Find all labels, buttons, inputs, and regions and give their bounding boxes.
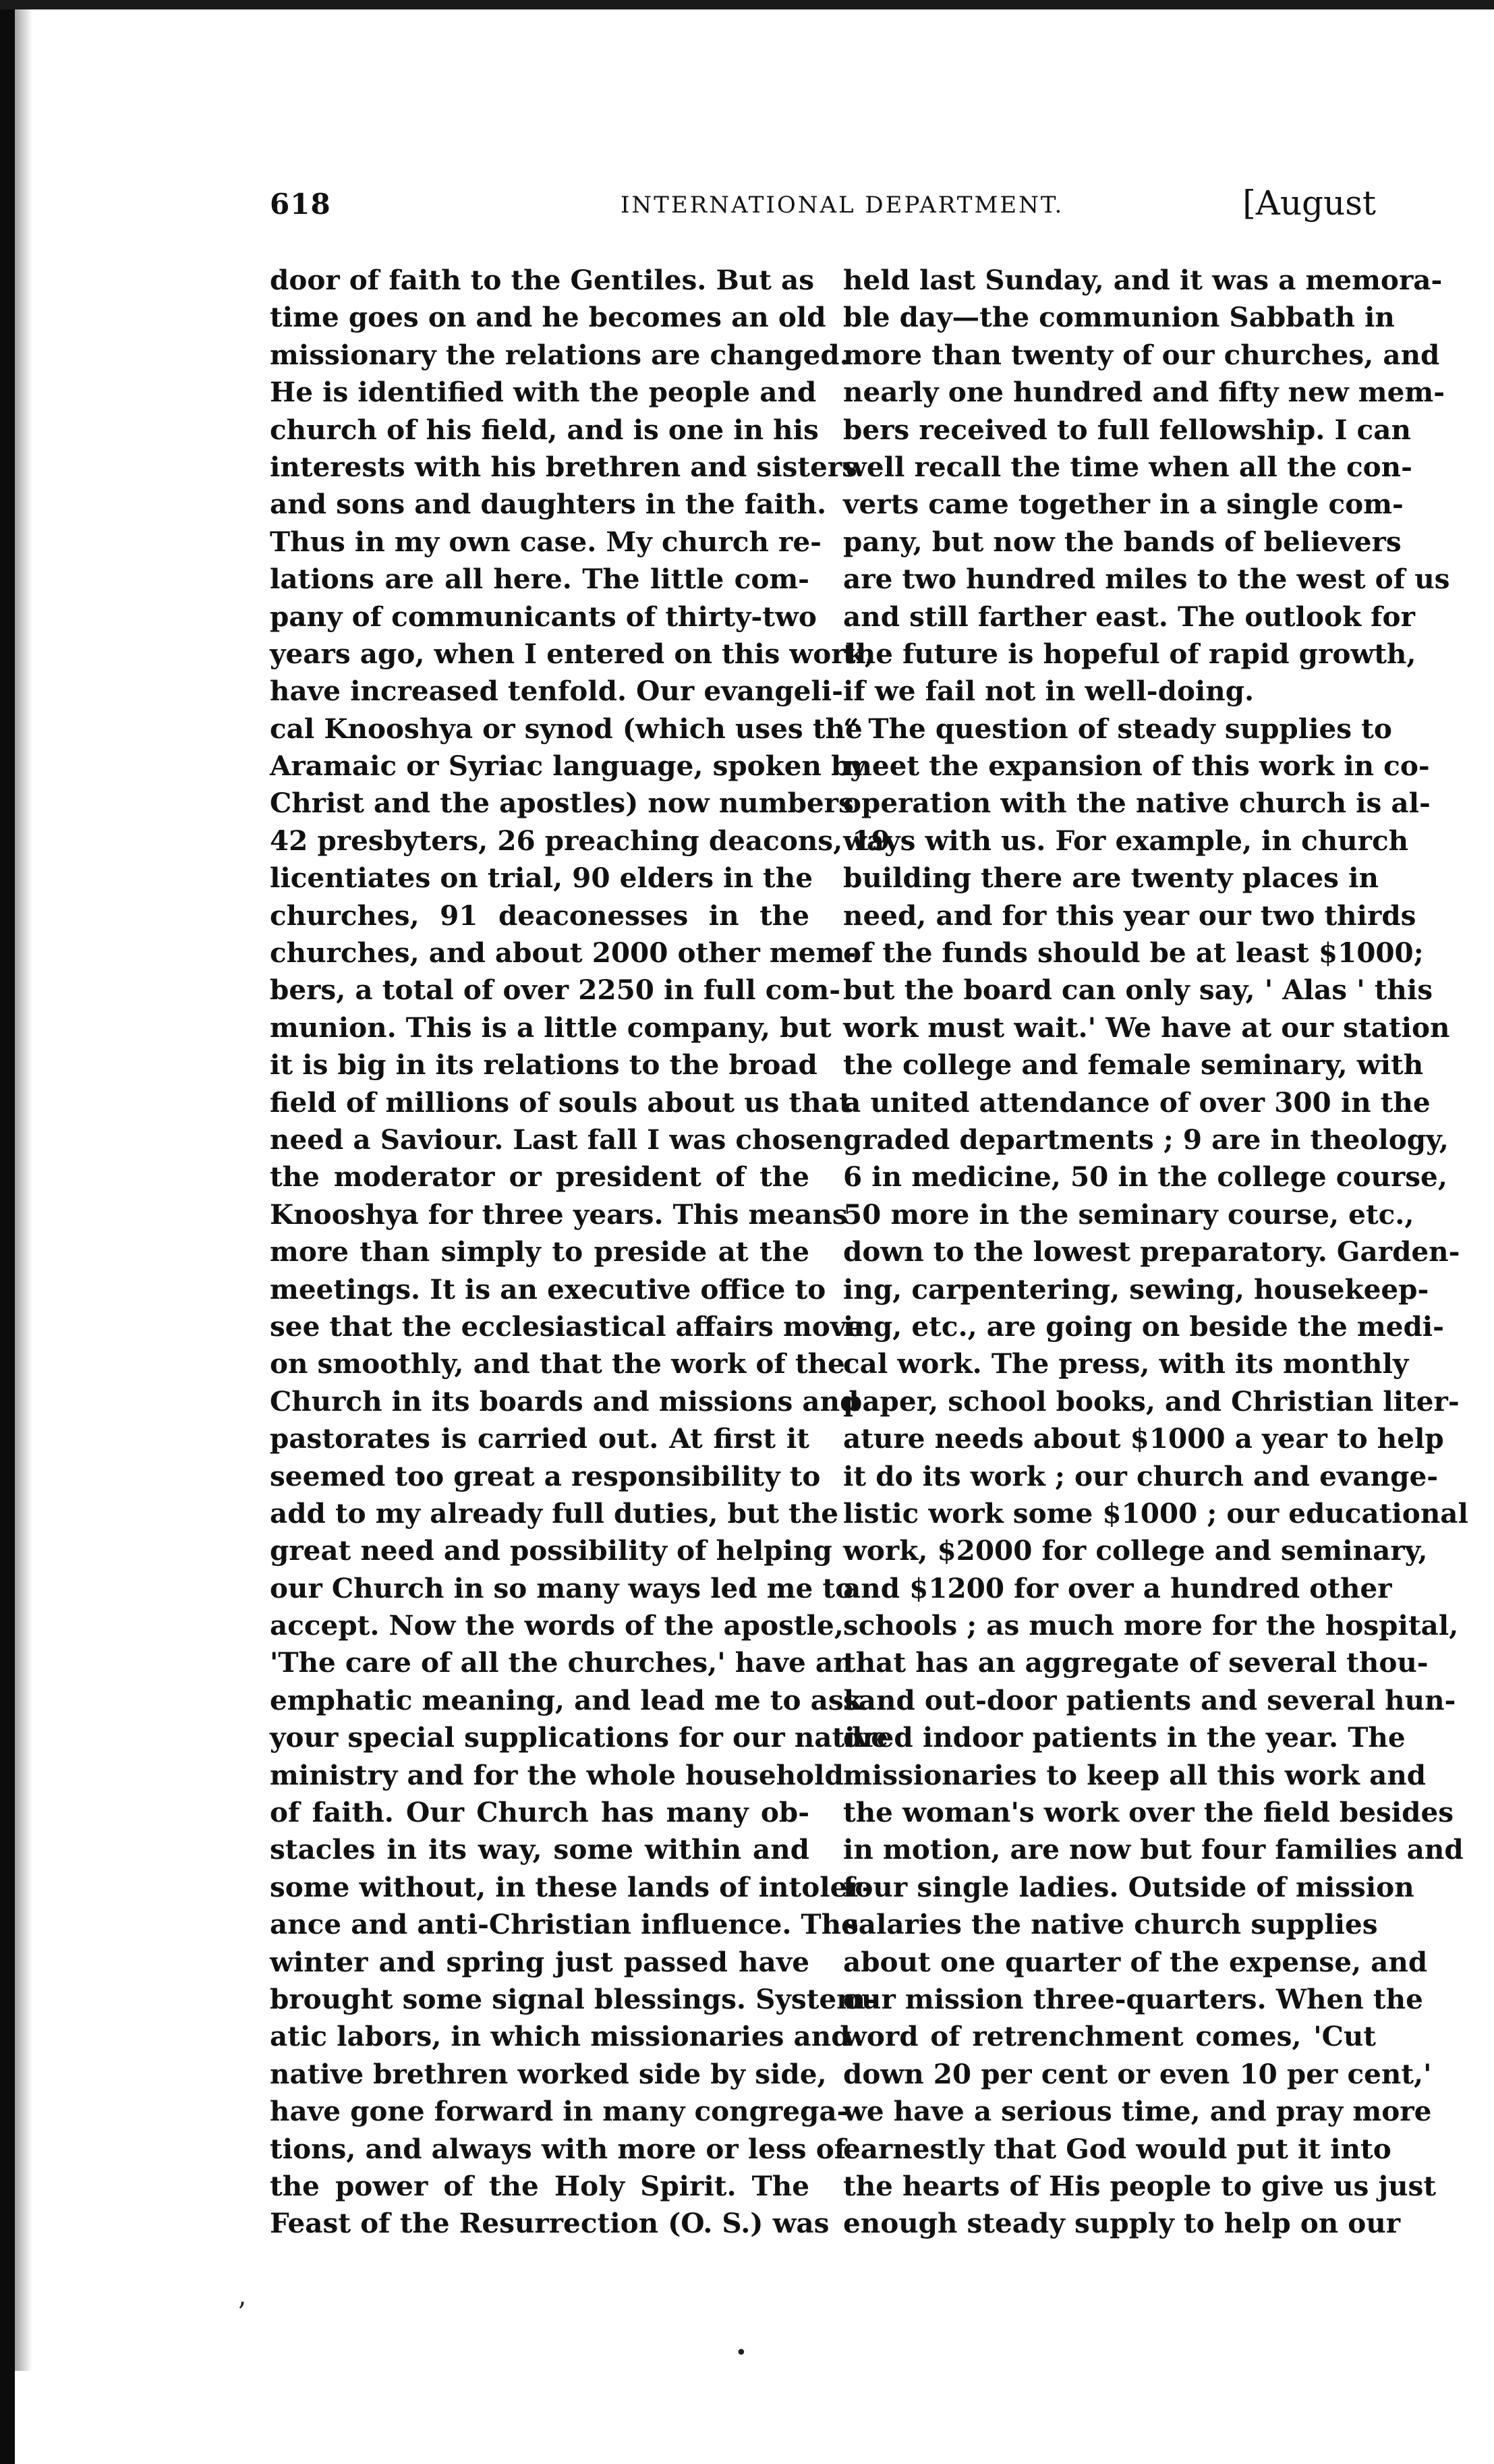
- text-line: schools ; as much more for the hospital,: [843, 1609, 1459, 1642]
- text-line: and $1200 for over a hundred other: [843, 1571, 1392, 1604]
- text-line: the woman's work over the field besides: [843, 1796, 1454, 1829]
- text-line: add to my already full duties, but the: [270, 1496, 839, 1530]
- text-line: need a Saviour. Last fall I was chosen: [270, 1123, 843, 1156]
- text-line: dred indoor patients in the year. The: [843, 1721, 1406, 1754]
- text-line: work must wait.' We have at our station: [843, 1011, 1450, 1044]
- text-line: paper, school books, and Christian liter-: [843, 1384, 1460, 1418]
- text-line: and sons and daughters in the faith.: [270, 488, 827, 521]
- text-line: have gone forward in many congrega-: [270, 2095, 849, 2128]
- text-line: pany, but now the bands of believers: [843, 525, 1402, 558]
- text-line: down 20 per cent or even 10 per cent,': [843, 2057, 1432, 2090]
- text-line: churches, 91 deaconesses in the: [270, 899, 809, 932]
- text-line: have increased tenfold. Our evangeli-: [270, 675, 843, 708]
- text-line: the power of the Holy Spirit. The: [270, 2169, 809, 2202]
- text-line: accept. Now the words of the apostle,: [270, 1609, 844, 1642]
- text-line: emphatic meaning, and lead me to ask: [270, 1683, 863, 1716]
- text-line: a united attendance of over 300 in the: [843, 1086, 1431, 1119]
- text-line: churches, and about 2000 other mem-: [270, 936, 857, 970]
- left-text-column: [270, 262, 890, 2243]
- text-line: 6 in medicine, 50 in the college course,: [843, 1160, 1447, 1194]
- text-line: ways with us. For example, in church: [843, 824, 1409, 857]
- text-line: but the board can only say, ' Alas ' this: [843, 974, 1433, 1007]
- text-line: four single ladies. Outside of mission: [843, 1870, 1414, 1903]
- text-line: munion. This is a little company, but: [270, 1011, 832, 1044]
- text-line: Thus in my own case. My church re-: [270, 525, 822, 558]
- text-line: earnestly that God would put it into: [843, 2132, 1391, 2165]
- text-line: need, and for this year our two thirds: [843, 899, 1416, 932]
- right-text-column: [843, 262, 1468, 2243]
- text-line: Aramaic or Syriac language, spoken by: [270, 750, 866, 783]
- text-line: nearly one hundred and fifty new mem-: [843, 376, 1445, 409]
- text-line: well recall the time when all the con-: [843, 450, 1412, 483]
- header-month: [August: [1242, 184, 1376, 223]
- text-line: word of retrenchment comes, 'Cut: [843, 2020, 1376, 2053]
- text-line: verts came together in a single com-: [843, 488, 1404, 521]
- text-line: that has an aggregate of several thou-: [843, 1646, 1429, 1679]
- text-line: listic work some $1000 ; our educational: [843, 1496, 1468, 1530]
- text-line: door of faith to the Gentiles. But as: [270, 264, 815, 296]
- text-line: graded departments ; 9 are in theology,: [843, 1123, 1449, 1156]
- text-line: Feast of the Resurrection (O. S.) was: [270, 2207, 830, 2240]
- text-line: ance and anti-Christian influence. The: [270, 1908, 859, 1941]
- text-line: field of millions of souls about us that: [270, 1086, 852, 1119]
- speck-mark: ’: [237, 2297, 246, 2328]
- text-line: pany of communicants of thirty-two: [270, 600, 817, 633]
- text-line: ministry and for the whole household: [270, 1758, 844, 1791]
- text-line: we have a serious time, and pray more: [843, 2095, 1432, 2128]
- text-line: our mission three-quarters. When the: [843, 1982, 1423, 2015]
- text-line: sand out-door patients and several hun-: [843, 1683, 1456, 1716]
- text-line: on smoothly, and that the work of the: [270, 1347, 845, 1380]
- text-line: about one quarter of the expense, and: [843, 1945, 1428, 1978]
- text-line: ing, etc., are going on beside the medi-: [843, 1310, 1444, 1343]
- text-line: brought some signal blessings. System-: [270, 1982, 877, 2015]
- text-line: licentiates on trial, 90 elders in the: [270, 862, 813, 895]
- text-line: it is big in its relations to the broad: [270, 1048, 817, 1082]
- text-line: and still farther east. The outlook for: [843, 600, 1415, 633]
- text-line: missionaries to keep all this work and: [843, 1758, 1427, 1791]
- text-line: meetings. It is an executive office to: [270, 1272, 826, 1306]
- text-line: 50 more in the seminary course, etc.,: [843, 1198, 1414, 1231]
- text-line: the future is hopeful of rapid growth,: [843, 637, 1416, 670]
- text-line: missionary the relations are changed.: [270, 338, 849, 371]
- text-line: Church in its boards and missions and: [270, 1384, 859, 1418]
- text-line: cal Knooshya or synod (which uses the: [270, 712, 863, 745]
- text-line: operation with the native church is al-: [843, 787, 1431, 820]
- text-line: interests with his brethren and sisters: [270, 450, 857, 483]
- text-line: winter and spring just passed have: [270, 1945, 809, 1978]
- text-line: ble day—the communion Sabbath in: [843, 301, 1395, 334]
- text-line: work, $2000 for college and seminary,: [843, 1534, 1428, 1567]
- text-line: seemed too great a responsibility to: [270, 1459, 821, 1492]
- page-header: [270, 184, 1376, 228]
- text-line: held last Sunday, and it was a memora-: [843, 264, 1443, 296]
- text-line: see that the ecclesiastical affairs move: [270, 1310, 864, 1343]
- text-line: stacles in its way, some within and: [270, 1833, 809, 1866]
- page-number: 618: [270, 188, 331, 221]
- text-line: bers received to full fellowship. I can: [843, 413, 1411, 446]
- text-line: Knooshya for three years. This means: [270, 1198, 848, 1231]
- text-line: lations are all here. The little com-: [270, 563, 809, 596]
- text-line: atic labors, in which missionaries and: [270, 2020, 851, 2053]
- text-line: building there are twenty places in: [843, 862, 1379, 895]
- text-line: of the funds should be at least $1000;: [843, 936, 1424, 970]
- text-line: the hearts of His people to give us just: [843, 2169, 1437, 2202]
- text-line: time goes on and he becomes an old: [270, 301, 826, 334]
- text-line: salaries the native church supplies: [843, 1908, 1378, 1941]
- text-line: ing, carpentering, sewing, housekeep-: [843, 1272, 1429, 1306]
- text-line: the college and female seminary, with: [843, 1048, 1424, 1082]
- text-line: our Church in so many ways led me to: [270, 1571, 854, 1604]
- text-line: more than simply to preside at the: [270, 1235, 809, 1268]
- text-line: He is identified with the people and: [270, 376, 817, 409]
- text-line: meet the expansion of this work in co-: [843, 750, 1430, 783]
- text-line: native brethren worked side by side,: [270, 2057, 827, 2090]
- text-line: Christ and the apostles) now numbers: [270, 787, 854, 820]
- text-line: enough steady supply to help on our: [843, 2207, 1401, 2240]
- text-line: cal work. The press, with its monthly: [843, 1347, 1409, 1380]
- text-line: the moderator or president of the: [270, 1160, 809, 1194]
- text-line: more than twenty of our churches, and: [843, 338, 1440, 371]
- text-line: 42 presbyters, 26 preaching deacons, 19: [270, 824, 890, 857]
- text-line: great need and possibility of helping: [270, 1534, 832, 1567]
- speck-mark: •: [735, 2341, 747, 2365]
- text-line: down to the lowest preparatory. Garden-: [843, 1235, 1460, 1268]
- text-line: it do its work ; our church and evange-: [843, 1459, 1439, 1492]
- text-line: 'The care of all the churches,' have an: [270, 1646, 853, 1679]
- text-line: ature needs about $1000 a year to help: [843, 1422, 1444, 1455]
- text-line: years ago, when I entered on this work,: [270, 637, 874, 670]
- text-line: are two hundred miles to the west of us: [843, 563, 1450, 596]
- text-line: some without, in these lands of intoler-: [270, 1870, 873, 1903]
- text-line: bers, a total of over 2250 in full com-: [270, 974, 841, 1007]
- text-line: church of his field, and is one in his: [270, 413, 819, 446]
- text-line: your special supplications for our native: [270, 1721, 888, 1754]
- text-line: tions, and always with more or less of: [270, 2132, 846, 2165]
- text-line: pastorates is carried out. At first it: [270, 1422, 809, 1455]
- text-line: if we fail not in well-doing.: [843, 675, 1255, 708]
- text-line: “ The question of steady supplies to: [843, 712, 1392, 745]
- text-line: in motion, are now but four families and: [843, 1833, 1464, 1866]
- running-head: INTERNATIONAL DEPARTMENT.: [621, 192, 1064, 219]
- text-line: of faith. Our Church has many ob-: [270, 1796, 809, 1829]
